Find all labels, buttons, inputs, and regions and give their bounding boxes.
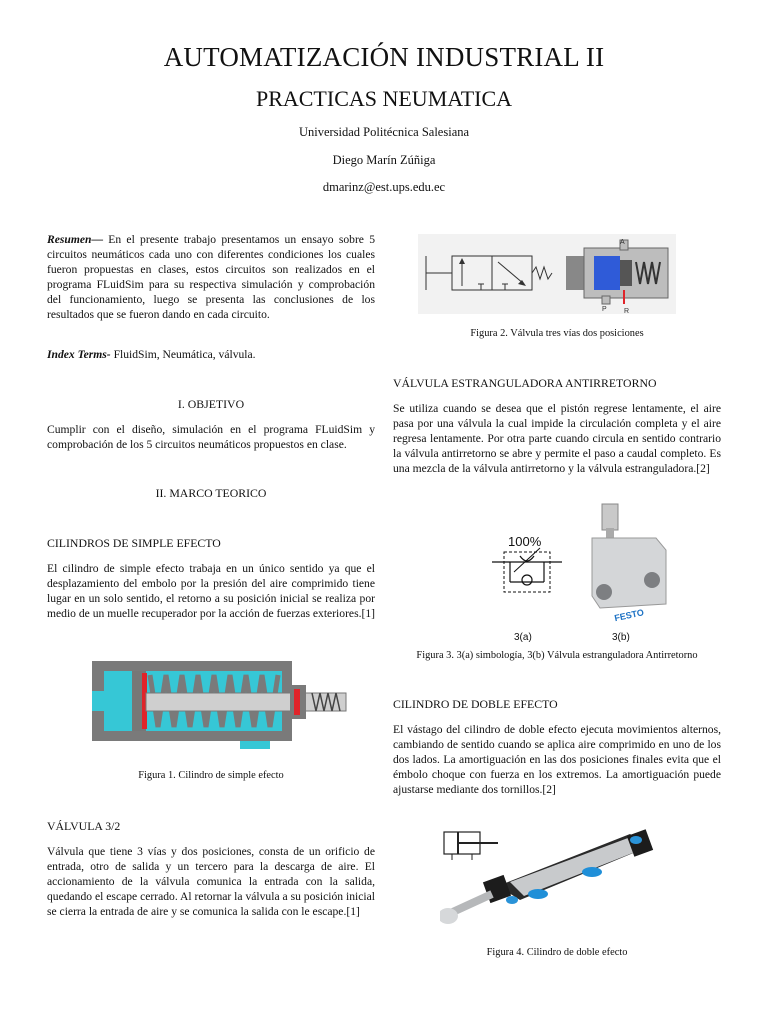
abstract-text: En el presente trabajo presentamos un ensayo sobre 5 circuitos neumáticos cada uno con diferentes condiciones los cuales fueron propuestas en clases, estos circuitos son realizados en el programa FLuidSim para su respectiva simulación y comprobación del funcionamiento, luego se presenta las conclusiones de los resultados que se fueron dando en cada circuito. xyxy=(47,233,375,321)
cushion-screw-1 xyxy=(506,896,518,904)
index-terms-text: FluidSim, Neumática, válvula. xyxy=(110,348,256,361)
doble-efecto-heading: CILINDRO DE DOBLE EFECTO xyxy=(393,697,558,711)
marco-heading: II. MARCO TEORICO xyxy=(155,486,267,500)
port-right xyxy=(644,572,660,588)
valve-seat xyxy=(620,260,632,286)
estranguladora-text: Se utiliza cuando se desea que el pistón regrese lentamente, el aire pasa por una válvula la cual impide la circulación completa y el aire regresa lentamente. Por otra parte cuando circula en sentido contrario la válvula antirretorno se abre y permite el paso a caudal completo. Es una mezcla de la válvula antirretorno y la válvula estranguladora.[2] xyxy=(393,402,721,475)
objetivo-heading: I. OBJETIVO xyxy=(177,397,245,411)
figure-2-valve-3-2 xyxy=(418,234,676,314)
figure-2-caption: Figura 2. Válvula tres vías dos posiciones xyxy=(470,328,644,339)
port-p-label: P xyxy=(602,306,607,313)
doble-efecto-text: El vástago del cilindro de doble efecto ejecuta movimientos alternos, cambiando de sentido cuando se aplica aire comprimido en uno de los dos lados. La amortiguación en las dos posiciones finales evita que el émbolo choque con fuerza en los extremos. La amortiguación puede ajustarse mediante dos tornillos.[2] xyxy=(393,723,721,796)
index-terms-label: Index Terms- xyxy=(47,348,111,361)
port-p-pipe xyxy=(602,296,610,304)
figure-1-caption: Figura 1. Cilindro de simple efecto xyxy=(138,770,284,781)
port-a-label: A xyxy=(620,239,625,246)
valve-spool xyxy=(594,256,620,290)
festo-logo: FESTO xyxy=(613,607,645,624)
figure-4-caption: Figura 4. Cilindro de doble efecto xyxy=(486,947,628,958)
check-ball xyxy=(522,575,532,585)
label-3a: 3(a) xyxy=(514,632,532,642)
port-left xyxy=(596,584,612,600)
estranguladora-heading: VÁLVULA ESTRANGULADORA ANTIRRETORNO xyxy=(393,376,657,390)
label-3b: 3(b) xyxy=(612,632,630,642)
simple-efecto-heading: CILINDROS DE SIMPLE EFECTO xyxy=(47,536,221,550)
fitting-1 xyxy=(528,889,548,899)
fitting-2 xyxy=(582,867,602,877)
page-title: AUTOMATIZACIÓN INDUSTRIAL II xyxy=(163,42,605,72)
knob-stem xyxy=(606,528,614,538)
figure-3-flow-control-valve xyxy=(490,500,670,642)
valvula-32-heading: VÁLVULA 3/2 xyxy=(47,819,121,833)
abstract-label: Resumen— xyxy=(47,233,104,246)
page-subtitle: PRACTICAS NEUMATICA xyxy=(255,86,513,111)
index-terms xyxy=(47,347,375,362)
symbol-frame xyxy=(504,552,550,592)
university: Universidad Politécnica Salesiana xyxy=(298,125,470,139)
email: dmarinz@est.ups.edu.ec xyxy=(322,180,446,194)
percent-label: 100% xyxy=(508,534,542,549)
figure-4-double-acting-cylinder xyxy=(440,820,662,932)
cylinder-barrel xyxy=(510,838,640,896)
vent-port xyxy=(240,741,270,749)
rod-seal xyxy=(294,689,300,715)
author: Diego Marín Zúñiga xyxy=(332,153,436,167)
figure-1-single-acting-cylinder xyxy=(90,655,350,751)
port-r-label: R xyxy=(624,308,630,314)
cushion-screw-2 xyxy=(630,836,642,844)
abstract xyxy=(47,232,375,322)
adjust-knob xyxy=(602,504,618,530)
valvula-32-text: Válvula que tiene 3 vías y dos posiciones, consta de un orificio de entrada, otro de salida y un tercero para la descarga de aire. El accionamiento de la válvula comunica la entrada con la salida, quedando el escape cerrado. Al retornar la válvula a su posición inicial se cierra la entrada de aire y se comunica la salida con le escape.[1] xyxy=(47,845,375,918)
figure-3-caption: Figura 3. 3(a) simbología, 3(b) Válvula estranguladora Antirretorno xyxy=(416,650,698,661)
simple-efecto-text: El cilindro de simple efecto trabaja en un único sentido ya que el desplazamiento del embolo por la presión del aire comprimido tiene lugar en un solo sentido, el retorno a su posición inicial se realiza por medio de un muelle recuperador por la acción de fuerzas exteriores.[1] xyxy=(47,562,376,620)
air-inlet xyxy=(92,691,106,711)
objetivo-text: Cumplir con el diseño, simulación en el programa FLuidSim y comprobación de los 5 circuitos neumáticos propuestos en clase. xyxy=(47,423,375,451)
valve-plunger xyxy=(566,256,586,290)
